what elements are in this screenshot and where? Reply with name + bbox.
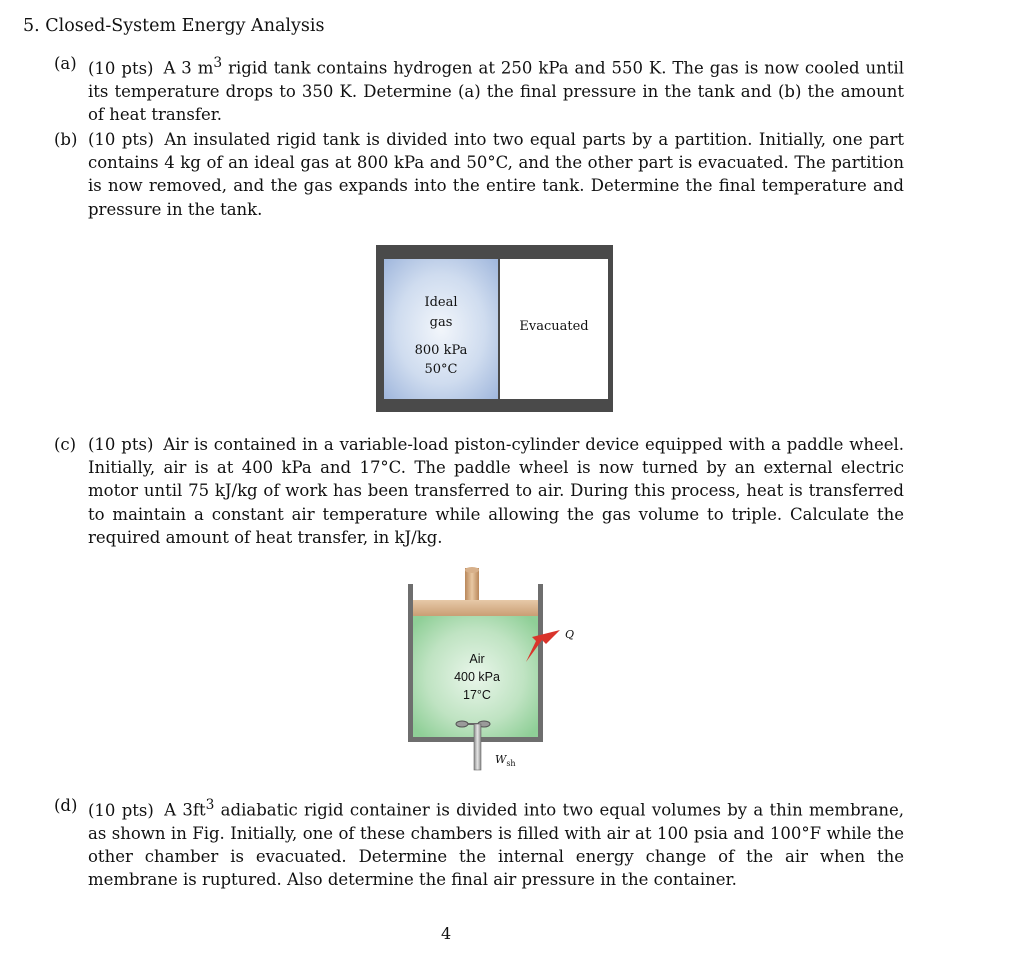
problem-b	[54, 128, 904, 221]
problem-d-label: (d)	[54, 796, 78, 815]
shaft-work-subscript: sh	[506, 759, 516, 769]
air-label: Air	[469, 652, 485, 666]
ideal-gas-chamber	[384, 259, 498, 399]
air-pressure-label: 400 kPa	[454, 670, 500, 684]
problem-a-text-post: rigid tank contains hydrogen at 250 kPa and 550 K. The gas is now cooled until its temperature drops to 350 K. Determine (a) the final pressure in the tank and (b) the amount of heat transfer.	[88, 58, 904, 124]
problem-c-body	[88, 433, 904, 549]
section-title: 5. Closed-System Energy Analysis	[23, 16, 325, 36]
problem-a-superscript: 3	[213, 55, 223, 71]
problem-c-label: (c)	[54, 435, 77, 454]
cylinder-left-wall	[408, 584, 413, 742]
problem-d-body	[88, 794, 904, 891]
problem-a-label: (a)	[54, 54, 77, 73]
problem-c	[54, 433, 904, 549]
air-temperature-label: 17°C	[463, 688, 491, 702]
paddle-shaft	[474, 724, 481, 770]
problem-a-text-pre: A 3 m	[163, 58, 214, 78]
problem-d-text-pre: A 3ft	[164, 800, 206, 820]
problem-c-points: (10 pts)	[88, 435, 154, 454]
cylinder-right-wall	[538, 584, 543, 742]
piston	[413, 600, 538, 616]
problem-d-text-post: adiabatic rigid container is divided into two equal volumes by a thin membrane, as shown in Fig. Initially, one of these chambers is filled with air at 100 psia and 100°F while the other chamber is evacuated. Determine the internal energy change of the air when the membrane is ruptured. Also determine the final air pressure in the container.	[88, 800, 904, 890]
evacuated-chamber	[498, 259, 608, 399]
problem-b-points: (10 pts)	[88, 130, 154, 149]
problem-a-body	[88, 52, 904, 126]
piston-rod-top	[465, 567, 479, 573]
problem-d	[54, 794, 904, 891]
page-number: 4	[441, 924, 452, 943]
problem-d-points: (10 pts)	[88, 800, 154, 820]
problem-a-points: (10 pts)	[88, 58, 154, 78]
paddle-blade-left	[456, 721, 468, 727]
problem-b-text: An insulated rigid tank is divided into two equal parts by a partition. Initially, one part contains 4 kg of an ideal gas at 800 kPa and 50°C, and the other part is evacuated. The partition is now removed, and the gas expands into the entire tank. Determine the final temperature and pressure in the tank.	[88, 130, 905, 219]
gas-label: gas	[429, 315, 453, 330]
tank-temperature-label: 50°C	[424, 362, 458, 377]
ideal-label: Ideal	[424, 295, 458, 310]
tank-pressure-label: 800 kPa	[414, 343, 468, 358]
insulated-tank-figure	[376, 245, 613, 412]
heat-label: Q	[565, 628, 575, 641]
problem-d-superscript: 3	[205, 797, 215, 813]
problem-b-label: (b)	[54, 130, 78, 149]
problem-c-text: Air is contained in a variable-load piston-cylinder device equipped with a paddle wheel. Initially, air is at 400 kPa and 17°C. The paddle wheel is now turned by an external electric motor until 75 kJ/kg of work has been transferred to air. During this process, heat is transferred to maintain a constant air temperature while allowing the gas volume to triple. Calculate the required amount of heat transfer, in kJ/kg.	[88, 435, 904, 547]
piston-cylinder-figure	[408, 566, 588, 778]
shaft-work-label	[495, 753, 516, 768]
problem-a	[54, 52, 904, 126]
problem-b-body	[88, 128, 904, 221]
shaft-work-symbol: W	[495, 753, 507, 766]
evacuated-label: Evacuated	[519, 319, 589, 334]
